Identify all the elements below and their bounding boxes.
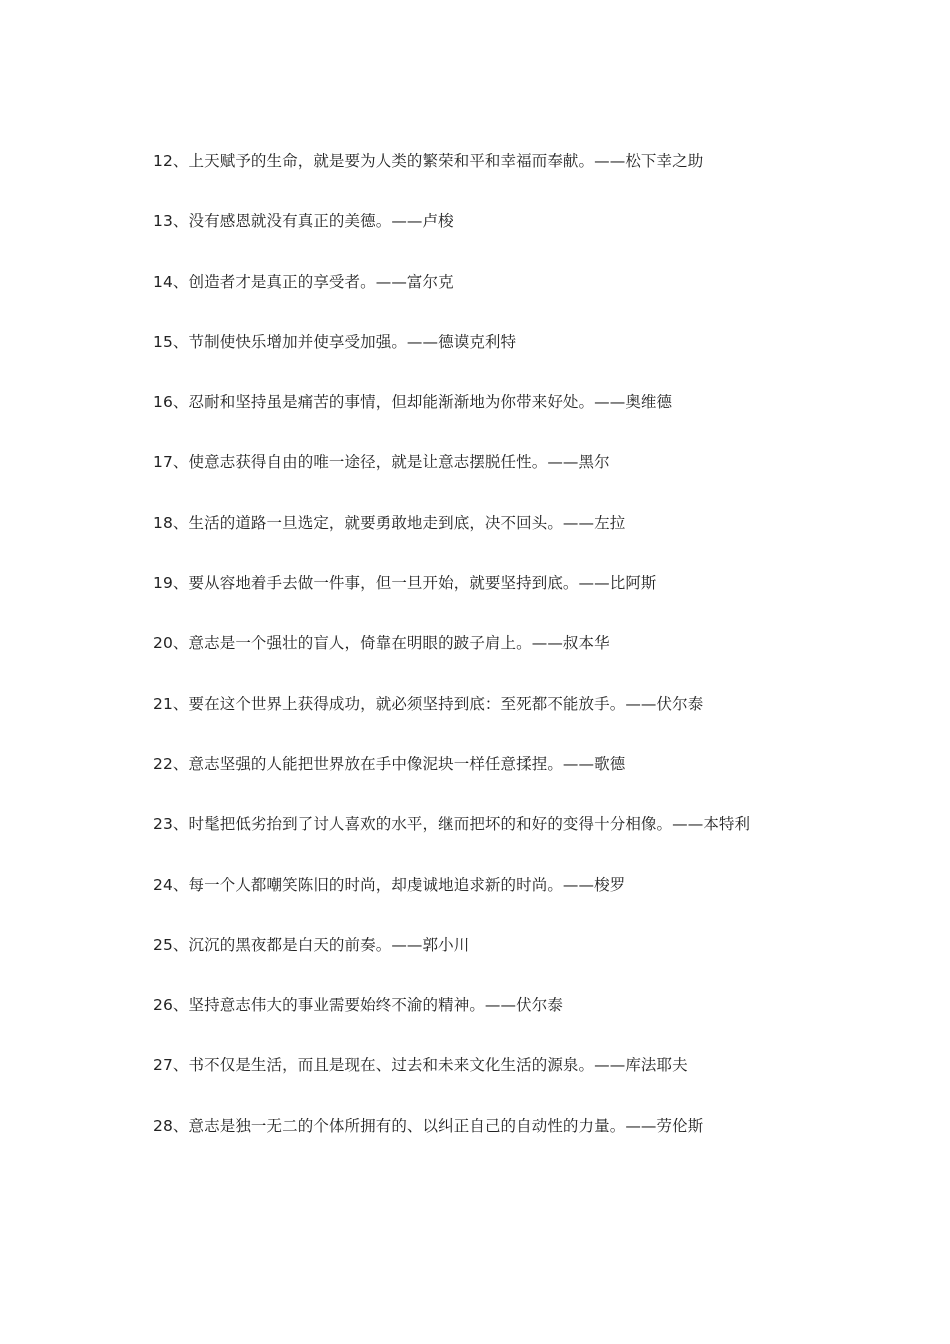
quote-item: 28、意志是独一无二的个体所拥有的、以纠正自己的自动性的力量。——劳伦斯	[153, 1116, 704, 1135]
quote-list	[153, 148, 913, 1173]
quote-item: 24、每一个人都嘲笑陈旧的时尚，却虔诚地追求新的时尚。——梭罗	[153, 875, 626, 894]
quote-item: 18、生活的道路一旦选定，就要勇敢地走到底，决不回头。——左拉	[153, 513, 626, 532]
quote-item: 25、沉沉的黑夜都是白天的前奏。——郭小川	[153, 935, 470, 954]
quote-item: 16、忍耐和坚持虽是痛苦的事情，但却能渐渐地为你带来好处。——奥维德	[153, 393, 673, 412]
quote-item: 19、要从容地着手去做一件事，但一旦开始，就要坚持到底。——比阿斯	[153, 574, 657, 593]
quote-item: 21、要在这个世界上获得成功，就必须坚持到底：至死都不能放手。——伏尔泰	[153, 694, 704, 713]
quote-item: 23、时髦把低劣抬到了讨人喜欢的水平，继而把坏的和好的变得十分相像。——本特利	[153, 815, 751, 834]
quote-item: 13、没有感恩就没有真正的美德。——卢梭	[153, 212, 454, 231]
quote-item: 22、意志坚强的人能把世界放在手中像泥块一样任意揉捏。——歌德	[153, 754, 626, 773]
quote-item: 17、使意志获得自由的唯一途径，就是让意志摆脱任性。——黑尔	[153, 453, 610, 472]
quote-item: 20、意志是一个强壮的盲人，倚靠在明眼的跛子肩上。——叔本华	[153, 634, 610, 653]
quote-item: 26、坚持意志伟大的事业需要始终不渝的精神。——伏尔泰	[153, 996, 563, 1015]
quote-item: 27、书不仅是生活，而且是现在、过去和未来文化生活的源泉。——库法耶夫	[153, 1056, 688, 1075]
quote-item: 14、创造者才是真正的享受者。——富尔克	[153, 272, 454, 291]
quote-item: 15、节制使快乐增加并使享受加强。——德谟克利特	[153, 332, 517, 351]
quote-item: 12、上天赋予的生命，就是要为人类的繁荣和平和幸福而奉献。——松下幸之助	[153, 152, 704, 170]
